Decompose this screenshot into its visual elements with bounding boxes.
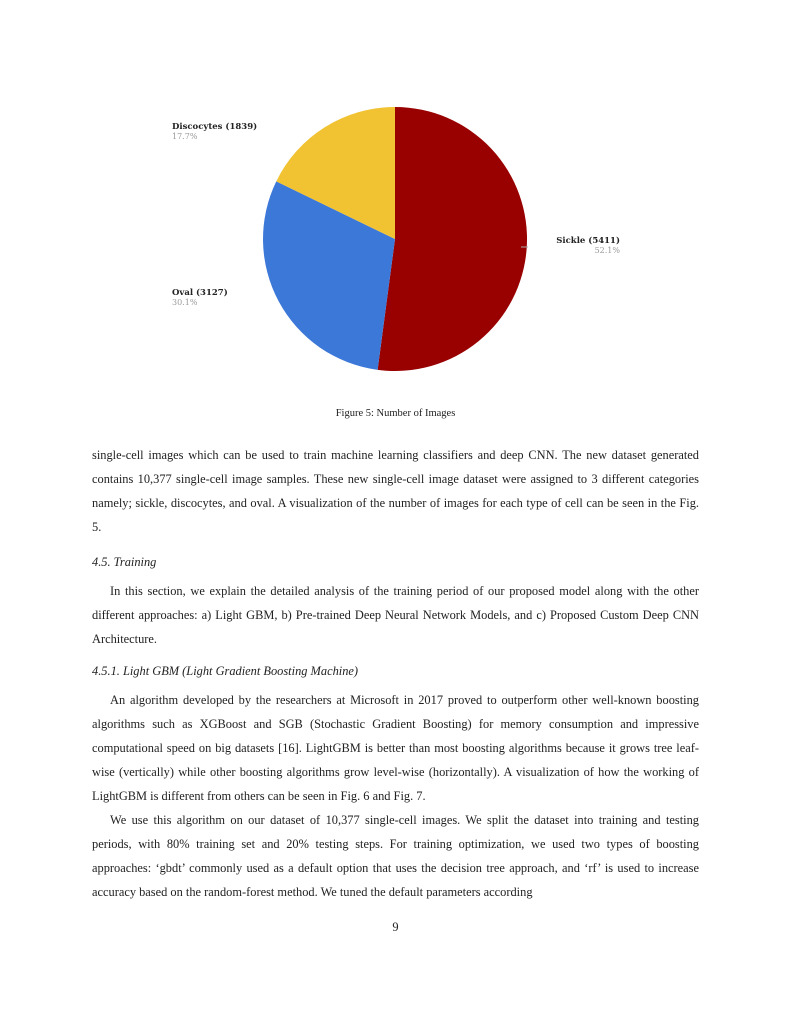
label-discocytes-name: Discocytes (1839)	[172, 122, 258, 132]
pie-chart-figure	[0, 0, 791, 400]
paragraph-dataset	[92, 443, 699, 539]
label-sickle-name: Sickle (5411)	[556, 236, 620, 246]
pie-slice-sickle	[378, 107, 527, 371]
label-discocytes	[172, 122, 257, 141]
paragraph-text: In this section, we explain the detailed analysis of the training period of our proposed model along with the other different approaches: a) Light GBM, b) Pre-trained Deep Neural Network Models, and c) Proposed Custom Deep CNN Architecture.	[92, 584, 699, 646]
figure-caption: Figure 5: Number of Images	[335, 408, 456, 419]
subsection-heading-lightgbm: 4.5.1. Light GBM (Light Gradient Boosting Machine)	[92, 664, 359, 678]
label-sickle	[540, 236, 620, 255]
paragraph-text: We use this algorithm on our dataset of 10,377 single-cell images. We split the dataset into training and testing periods, with 80% training set and 20% testing steps. For training optimization, we used two types of boosting approaches: ‘gbdt’ commonly used as a default option that uses the decision tree approach, and ‘rf’ is used to increase accuracy based on the random-forest method. We tuned the default parameters according	[92, 813, 699, 899]
label-oval-percent: 30.1%	[172, 298, 198, 307]
paragraph-text: single-cell images which can be used to train machine learning classifiers and deep CNN. The new dataset generated contains 10,377 single-cell image samples. These new single-cell image dataset were assigned to 3 different categories namely; sickle, discocytes, and oval. A visualization of the number of images for each type of cell can be seen in the Fig. 5.	[92, 448, 699, 534]
paragraph-training-intro	[92, 579, 699, 651]
pie-chart	[262, 106, 528, 372]
label-oval	[172, 288, 228, 307]
page-number: 9	[392, 920, 399, 934]
label-oval-name: Oval (3127)	[172, 288, 228, 298]
label-discocytes-percent: 17.7%	[172, 132, 198, 141]
paragraph-lightgbm-description	[92, 688, 699, 808]
label-sickle-percent: 52.1%	[594, 246, 620, 255]
section-heading-training: 4.5. Training	[92, 555, 157, 569]
paragraph-lightgbm-usage	[92, 808, 699, 904]
paragraph-text: An algorithm developed by the researchers at Microsoft in 2017 proved to outperform other well-known boosting algorithms such as XGBoost and SGB (Stochastic Gradient Boosting) for memory consumption and impressive computational speed on big datasets [16]. LightGBM is better than most boosting algorithms because it grows tree leaf-wise (vertically) while other boosting algorithms grow level-wise (horizontally). A visualization of how the working of LightGBM is different from others can be seen in Fig. 6 and Fig. 7.	[92, 693, 699, 803]
